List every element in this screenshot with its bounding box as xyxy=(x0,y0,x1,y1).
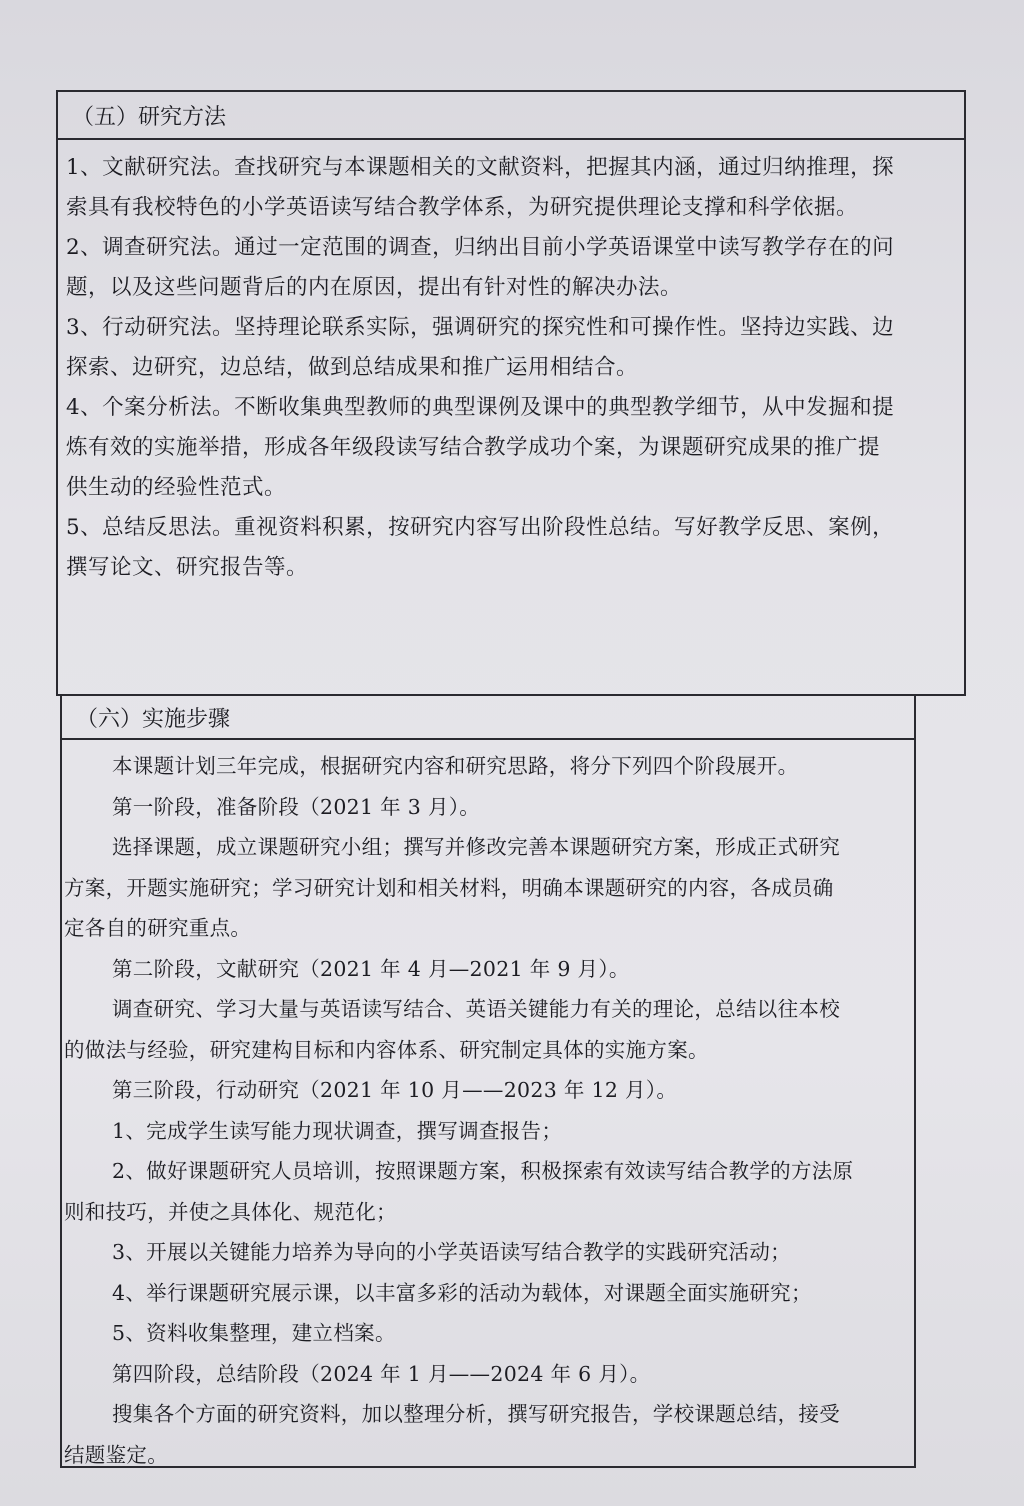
method-line: 题，以及这些问题背后的内在原因，提出有针对性的解决办法。 xyxy=(66,275,683,300)
section-heading: （五）研究方法 xyxy=(58,92,964,140)
step-line: 5、资料收集整理，建立档案。 xyxy=(112,1321,396,1345)
section-heading: （六）实施步骤 xyxy=(62,696,914,740)
method-line: 撰写论文、研究报告等。 xyxy=(66,555,309,580)
research-methods-body xyxy=(58,140,964,588)
step-line: 结题鉴定。 xyxy=(64,1442,168,1467)
step-line: 2、做好课题研究人员培训，按照课题方案，积极探索有效读写结合教学的方法原 xyxy=(112,1159,854,1183)
step-line: 3、开展以关键能力培养为导向的小学英语读写结合教学的实践研究活动； xyxy=(112,1240,791,1264)
step-line: 定各自的研究重点。 xyxy=(64,916,252,940)
method-line: 4、个案分析法。不断收集典型教师的典型课例及课中的典型教学细节，从中发掘和提 xyxy=(66,395,895,420)
step-line: 第四阶段，总结阶段（2024 年 1 月——2024 年 6 月）。 xyxy=(112,1361,651,1386)
implementation-steps-table xyxy=(60,694,916,1468)
step-line: 搜集各个方面的研究资料，加以整理分析，撰写研究报告，学校课题总结，接受 xyxy=(112,1402,840,1426)
step-line: 则和技巧，并使之具体化、规范化； xyxy=(64,1199,397,1224)
method-line: 2、调查研究法。通过一定范围的调查，归纳出目前小学英语课堂中读写教学存在的问 xyxy=(66,235,895,260)
research-methods-table xyxy=(56,90,966,696)
step-line: 本课题计划三年完成，根据研究内容和研究思路，将分下列四个阶段展开。 xyxy=(112,754,799,778)
step-line: 第三阶段，行动研究（2021 年 10 月——2023 年 12 月）。 xyxy=(112,1078,678,1102)
method-line: 1、文献研究法。查找研究与本课题相关的文献资料，把握其内涵，通过归纳推理，探 xyxy=(66,155,895,180)
step-line: 选择课题，成立课题研究小组；撰写并修改完善本课题研究方案，形成正式研究 xyxy=(112,835,840,859)
step-line: 第二阶段，文献研究（2021 年 4 月—2021 年 9 月）。 xyxy=(112,956,630,981)
method-line: 供生动的经验性范式。 xyxy=(66,475,287,500)
step-line: 第一阶段，准备阶段（2021 年 3 月）。 xyxy=(112,794,481,819)
implementation-steps-body xyxy=(62,740,914,1475)
method-line: 炼有效的实施举措，形成各年级段读写结合教学成功个案，为课题研究成果的推广提 xyxy=(66,435,881,460)
step-line: 的做法与经验，研究建构目标和内容体系、研究制定具体的实施方案。 xyxy=(64,1037,709,1062)
step-line: 1、完成学生读写能力现状调查，撰写调查报告； xyxy=(112,1118,563,1143)
method-line: 探索、边研究，边总结，做到总结成果和推广运用相结合。 xyxy=(66,355,639,380)
method-line: 3、行动研究法。坚持理论联系实际，强调研究的探究性和可操作性。坚持边实践、边 xyxy=(66,315,895,340)
method-line: 索具有我校特色的小学英语读写结合教学体系，为研究提供理论支撑和科学依据。 xyxy=(66,195,859,220)
step-line: 方案，开题实施研究；学习研究计划和相关材料，明确本课题研究的内容，各成员确 xyxy=(64,875,834,900)
step-line: 4、举行课题研究展示课，以丰富多彩的活动为载体，对课题全面实施研究； xyxy=(112,1280,812,1305)
step-line: 调查研究、学习大量与英语读写结合、英语关键能力有关的理论，总结以往本校 xyxy=(112,997,840,1021)
method-line: 5、总结反思法。重视资料积累，按研究内容写出阶段性总结。写好教学反思、案例， xyxy=(66,515,895,540)
